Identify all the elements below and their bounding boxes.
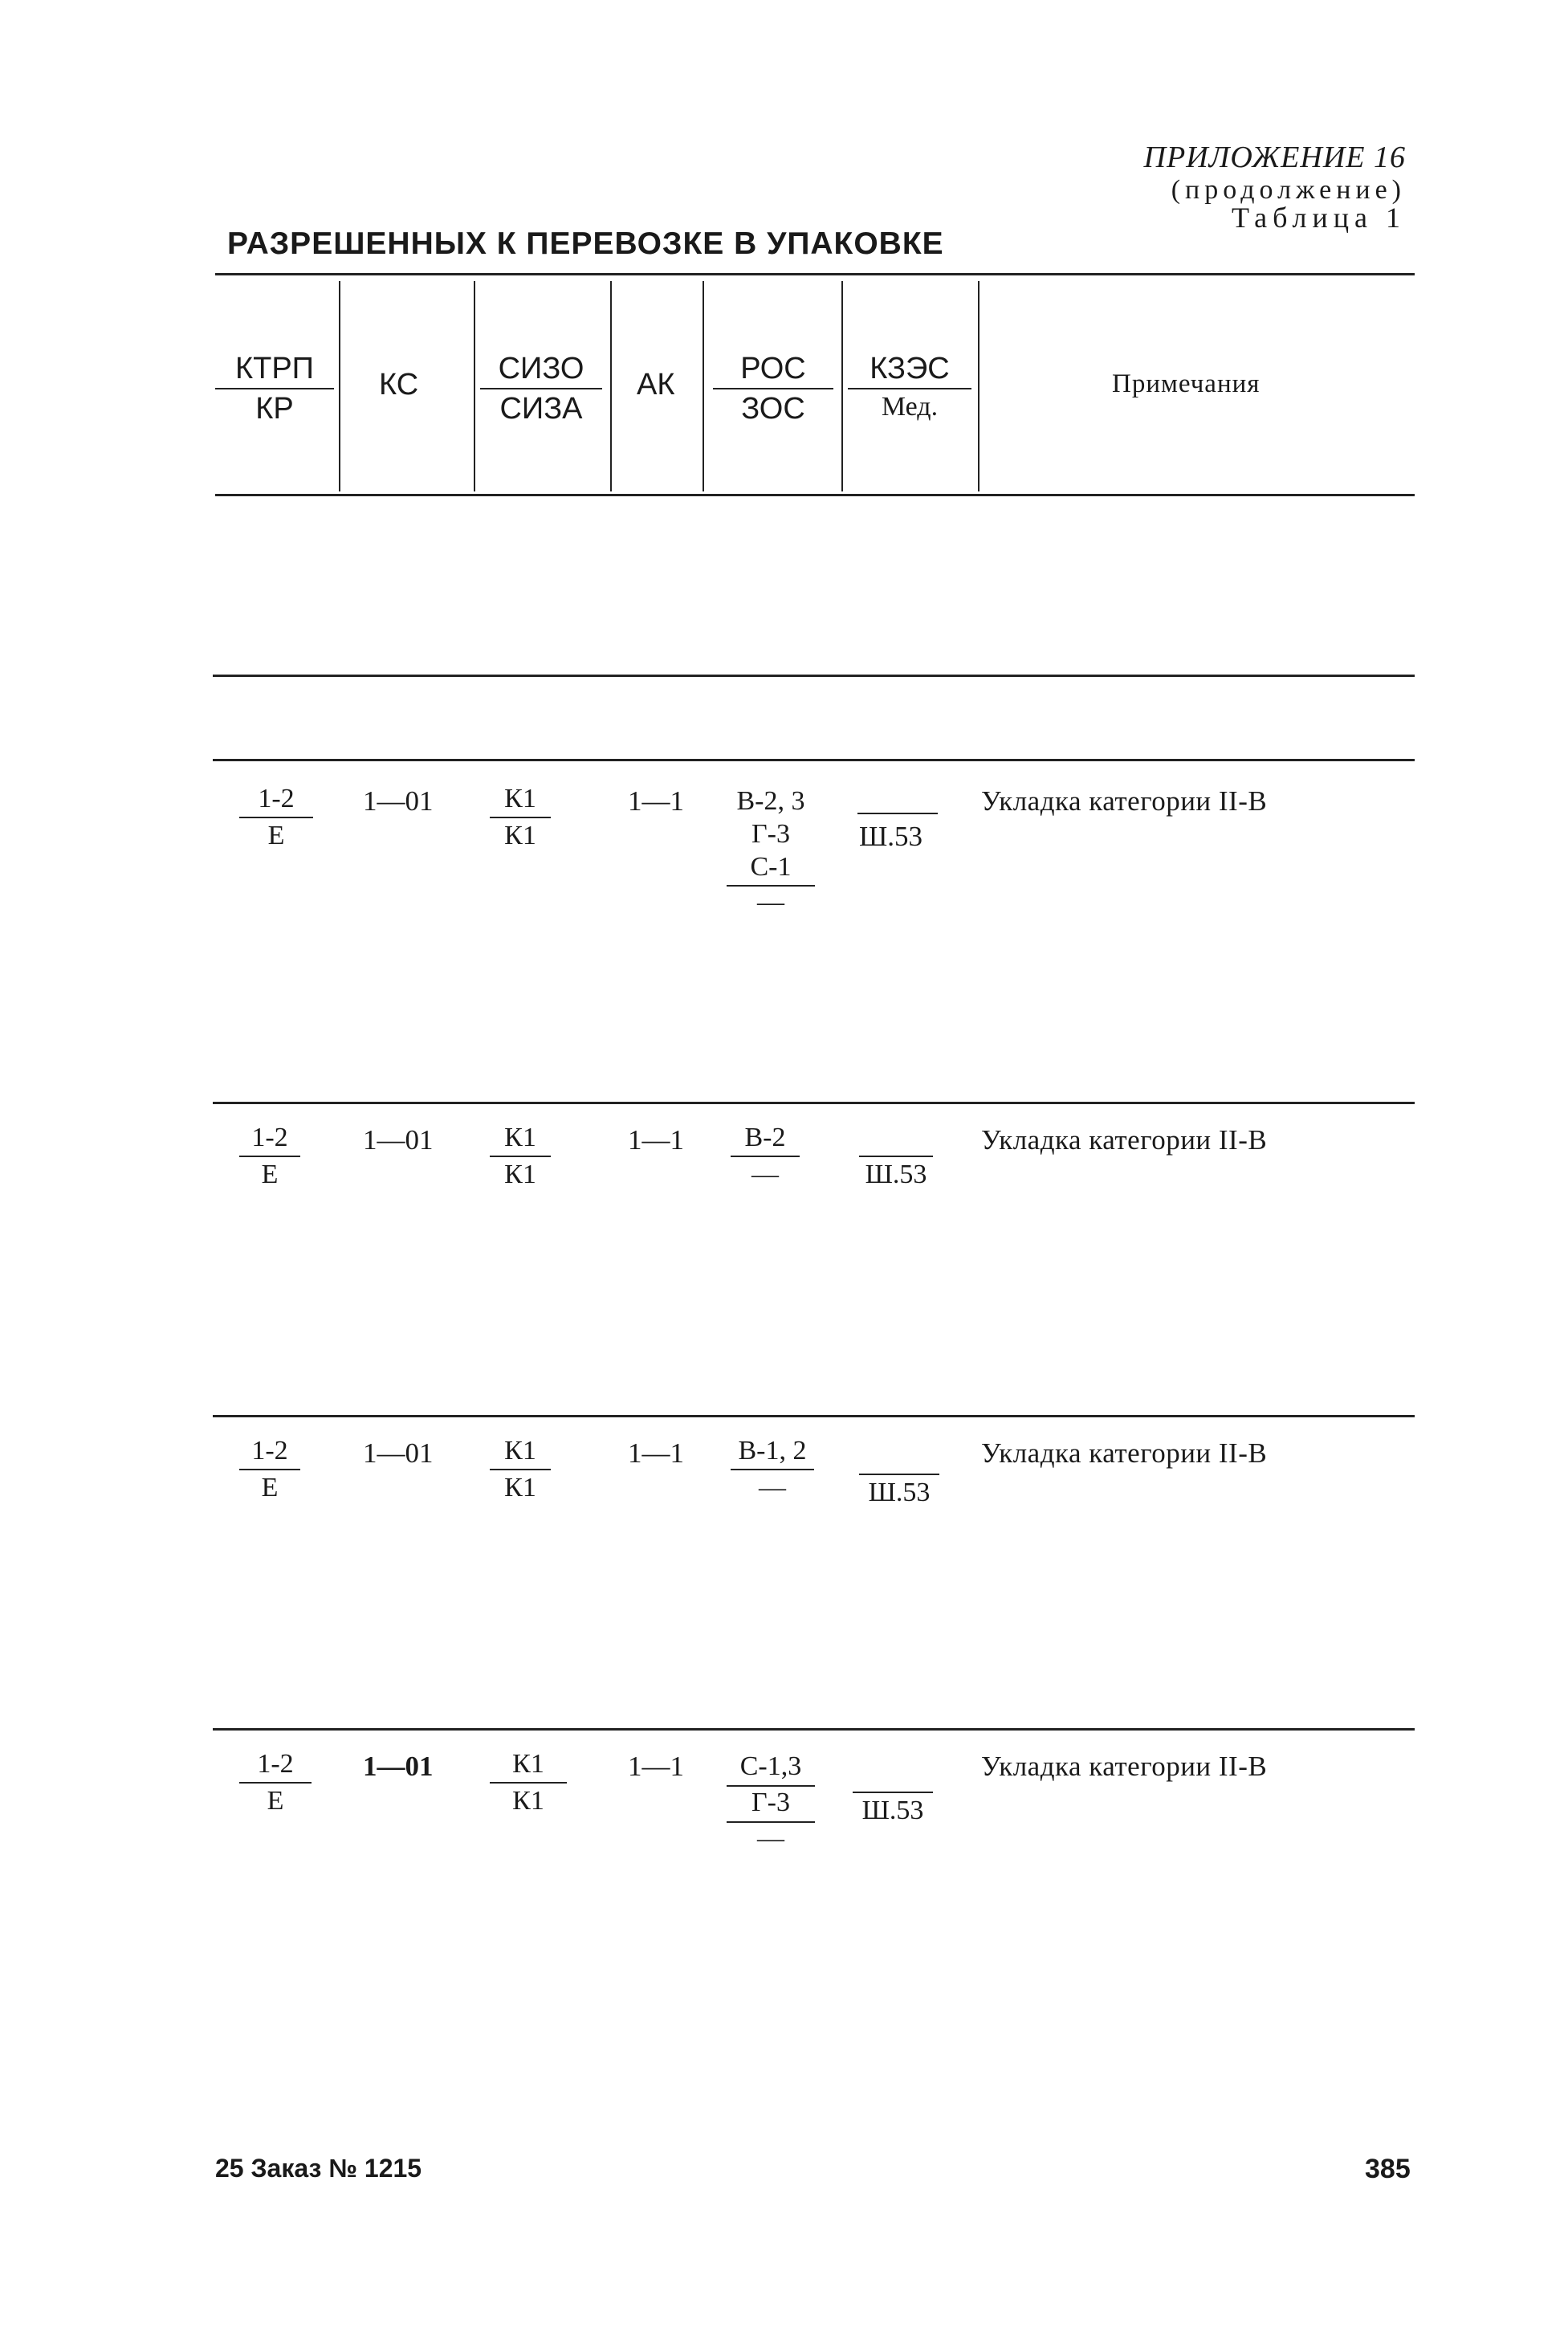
header-kzes: КЗЭС — [848, 353, 971, 389]
kr-value: Е — [261, 1473, 279, 1502]
table-label: Таблица 1 — [1232, 202, 1406, 234]
header-zos: ЗОС — [741, 392, 805, 426]
header-ks: КС — [379, 368, 419, 402]
ros-line — [727, 1787, 815, 1823]
kr-value: Е — [261, 1160, 279, 1189]
row-rule — [213, 1102, 1415, 1104]
zos-value: — — [757, 1823, 784, 1853]
zos-value: — — [759, 1473, 786, 1502]
kzes-empty-bar — [857, 813, 938, 814]
ros-line-last: С-1 — [727, 851, 815, 887]
ktrp-value: 1-2 — [239, 1437, 300, 1470]
header-ktrp: КТРП — [215, 353, 334, 389]
row-ktrp-kr — [239, 1437, 300, 1502]
header-ros: РОС — [713, 353, 833, 389]
row-sizo-siza — [490, 1437, 551, 1502]
ks-value: 1—01 — [363, 1751, 434, 1782]
row-ros-zos — [731, 1437, 814, 1502]
ros-line-last: Г-3 — [727, 1787, 815, 1823]
header-ak: АК — [637, 368, 675, 402]
row-kzes-med — [853, 1788, 933, 1824]
ktrp-value: 1-2 — [239, 785, 313, 818]
ros-line: Г-3 — [751, 818, 790, 849]
siza-value: К1 — [504, 821, 536, 850]
med-value: Ш.53 — [859, 821, 923, 852]
ak-value: 1—1 — [628, 1751, 684, 1782]
header-med: Мед. — [881, 392, 939, 422]
ak-value: 1—1 — [628, 785, 684, 817]
siza-value: К1 — [512, 1786, 544, 1816]
zos-value: — — [757, 887, 784, 918]
header-ktrp-kr — [215, 353, 334, 424]
col-sep — [610, 281, 612, 491]
siza-value: К1 — [504, 1473, 536, 1502]
sizo-value: К1 — [490, 1124, 551, 1157]
ak-value: 1—1 — [628, 1437, 684, 1469]
ros-line-first: С-1,3 — [727, 1751, 815, 1787]
ks-value: 1—01 — [363, 1124, 434, 1156]
col-sep — [978, 281, 979, 491]
row-kzes-med — [859, 1445, 939, 1506]
note-text: Укладка категории II-В — [981, 1124, 1268, 1156]
zos-value: — — [751, 1160, 779, 1189]
table-top-rule — [215, 273, 1415, 275]
row-sizo-siza — [490, 785, 551, 850]
col-sep — [703, 281, 704, 491]
note-text: Укладка категории II-В — [981, 785, 1268, 817]
header-sizo: СИЗО — [480, 353, 602, 389]
ros-value: В-2 — [731, 1124, 800, 1157]
col-sep — [474, 281, 475, 491]
header-ros-zos — [713, 353, 833, 424]
order-number: 25 Заказ № 1215 — [215, 2154, 422, 2183]
ros-line — [727, 851, 815, 887]
header-kzes-med — [848, 353, 971, 421]
ros-zos-stack — [727, 1751, 815, 1855]
row-ktrp-kr — [239, 785, 313, 850]
ks-value: 1—01 — [363, 1437, 434, 1469]
note-text: Укладка категории II-В — [981, 1437, 1268, 1469]
ak-value: 1—1 — [628, 1124, 684, 1156]
kr-value: Е — [267, 1786, 284, 1816]
row-kzes-med — [859, 1127, 933, 1188]
row-ros-zos — [731, 1124, 800, 1188]
header-kr: КР — [255, 392, 294, 426]
ros-line — [727, 1751, 815, 1787]
row-rule — [213, 1415, 1415, 1417]
kzes-value — [859, 1127, 933, 1157]
row-sizo-siza — [490, 1751, 567, 1815]
appendix-label: ПРИЛОЖЕНИЕ 16 — [1143, 141, 1406, 174]
ktrp-value: 1-2 — [239, 1751, 312, 1784]
page-title: РАЗРЕШЕННЫХ К ПЕРЕВОЗКЕ В УПАКОВКЕ — [227, 226, 944, 261]
ros-zos-stack — [727, 785, 815, 919]
continuation-label: (продолжение) — [1171, 175, 1406, 205]
row-sizo-siza — [490, 1124, 551, 1188]
page-number: 385 — [1365, 2154, 1411, 2184]
siza-value: К1 — [504, 1160, 536, 1189]
ktrp-value: 1-2 — [239, 1124, 300, 1157]
kr-value: Е — [267, 821, 285, 850]
header-sizo-siza — [480, 353, 602, 424]
kzes-value — [859, 1445, 939, 1475]
sizo-value: К1 — [490, 1437, 551, 1470]
med-value: Ш.53 — [861, 1796, 924, 1825]
note-text: Укладка категории II-В — [981, 1751, 1268, 1782]
med-value: Ш.53 — [868, 1478, 931, 1507]
sizo-value: К1 — [490, 785, 551, 818]
row-ktrp-kr — [239, 1124, 300, 1188]
header-siza: СИЗА — [499, 392, 583, 426]
kzes-value — [853, 1788, 933, 1793]
ks-value: 1—01 — [363, 785, 434, 817]
sizo-value: К1 — [490, 1751, 567, 1784]
row-rule — [213, 1728, 1415, 1731]
header-bottom-rule — [215, 494, 1415, 496]
section-rule — [213, 759, 1415, 761]
header-notes: Примечания — [1112, 369, 1261, 398]
ros-line: В-2, 3 — [736, 786, 805, 816]
col-sep — [339, 281, 340, 491]
med-value: Ш.53 — [865, 1160, 927, 1189]
col-sep — [841, 281, 843, 491]
ros-value: В-1, 2 — [731, 1437, 814, 1470]
section-rule — [213, 675, 1415, 677]
row-ktrp-kr — [239, 1751, 312, 1815]
